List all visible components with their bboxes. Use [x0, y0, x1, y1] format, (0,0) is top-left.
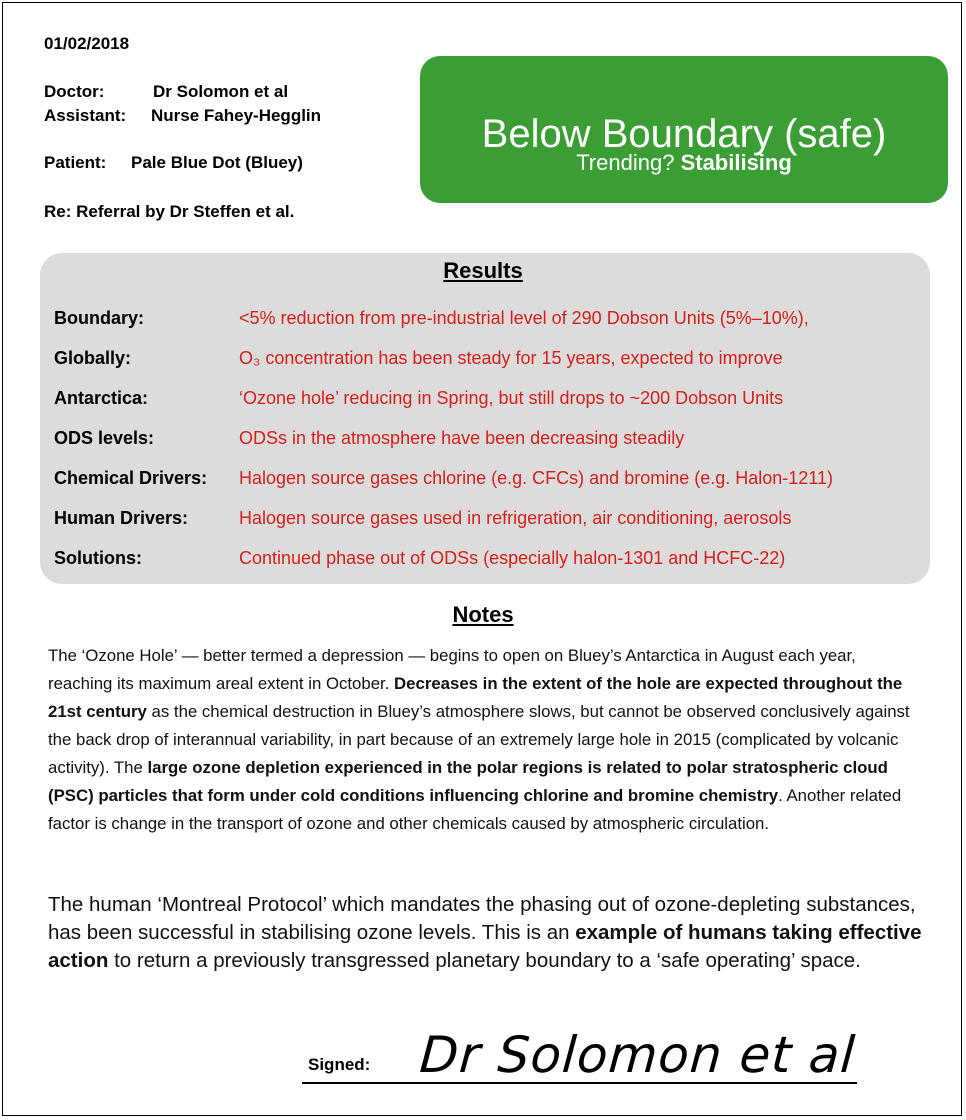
- result-value: ‘Ozone hole’ reducing in Spring, but still drops to ~200 Dobson Units: [239, 388, 784, 408]
- result-label: Solutions:: [54, 548, 142, 568]
- result-value: Continued phase out of ODSs (especially halon-1301 and HCFC-22): [239, 548, 786, 568]
- result-value: <5% reduction from pre-industrial level of 290 Dobson Units (5%–10%),: [239, 308, 809, 328]
- notes-text-bold: Decreases in the extent of the hole are expected throughout the 21st century: [48, 674, 903, 721]
- result-label: Human Drivers:: [54, 508, 189, 528]
- handwritten-signature: Dr Solomon et al: [417, 1026, 858, 1084]
- result-label: Globally:: [54, 348, 132, 368]
- result-value: Halogen source gases used in refrigeration, air conditioning, aerosols: [239, 508, 792, 528]
- notes-text-bold: example of humans taking effective action: [48, 921, 922, 972]
- status-badge: [420, 56, 948, 203]
- notes-paragraph-1: [48, 642, 924, 838]
- date: 01/02/2018: [44, 34, 130, 53]
- trend-value: Stabilising: [680, 150, 792, 175]
- doctor-value: Dr Solomon et al: [153, 82, 289, 101]
- notes-text: The human ‘Montreal Protocol’ which mandates the phasing out of ozone-depleting substances, has been successful in stabilising ozone levels. This is an: [48, 893, 916, 944]
- result-value: O₃ concentration has been steady for 15 years, expected to improve: [239, 348, 783, 368]
- result-label: Chemical Drivers:: [54, 468, 208, 488]
- notes-title: Notes: [452, 602, 514, 627]
- notes-text: to return a previously transgressed planetary boundary to a ‘safe operating’ space.: [108, 949, 861, 972]
- signature-line: [302, 1082, 857, 1084]
- notes-text: . Another related factor is change in the transport of ozone and other chemicals caused by atmospheric circulation.: [48, 786, 902, 833]
- doctor-label: Doctor:: [44, 82, 105, 101]
- result-value: Halogen source gases chlorine (e.g. CFCs) and bromine (e.g. Halon-1211): [239, 468, 833, 488]
- result-label: Boundary:: [54, 308, 144, 328]
- result-value: ODSs in the atmosphere have been decreasing steadily: [239, 428, 685, 448]
- notes-paragraph-2: [48, 891, 924, 975]
- trend-label: Trending?: [576, 150, 675, 175]
- result-label: Antarctica:: [54, 388, 149, 408]
- notes-text-bold: large ozone depletion experienced in the polar regions is related to polar stratospheric cloud (PSC) particles that form under cold conditions influencing chlorine and bromine chemistry: [48, 758, 888, 805]
- referral: Re: Referral by Dr Steffen et al.: [44, 202, 295, 221]
- patient-label: Patient:: [44, 153, 107, 172]
- assistant-value: Nurse Fahey-Hegglin: [151, 106, 322, 125]
- results-title: Results: [443, 258, 523, 283]
- result-label: ODS levels:: [54, 428, 155, 448]
- results-panel: [40, 253, 930, 584]
- signed-label: Signed:: [308, 1055, 371, 1074]
- patient-value: Pale Blue Dot (Bluey): [131, 153, 303, 172]
- status-trend: [420, 150, 948, 176]
- assistant-label: Assistant:: [44, 106, 127, 125]
- status-title: Below Boundary (safe): [481, 112, 887, 156]
- notes-text: as the chemical destruction in Bluey’s atmosphere slows, but cannot be observed conclusively against the back drop of interannual variability, in part because of an extremely large hole in 2015 (complicated by volcanic activity). The: [48, 702, 910, 777]
- notes-text: The ‘Ozone Hole’ — better termed a depression — begins to open on Bluey’s Antarctica in August each year, reaching its maximum areal extent in October.: [48, 646, 856, 693]
